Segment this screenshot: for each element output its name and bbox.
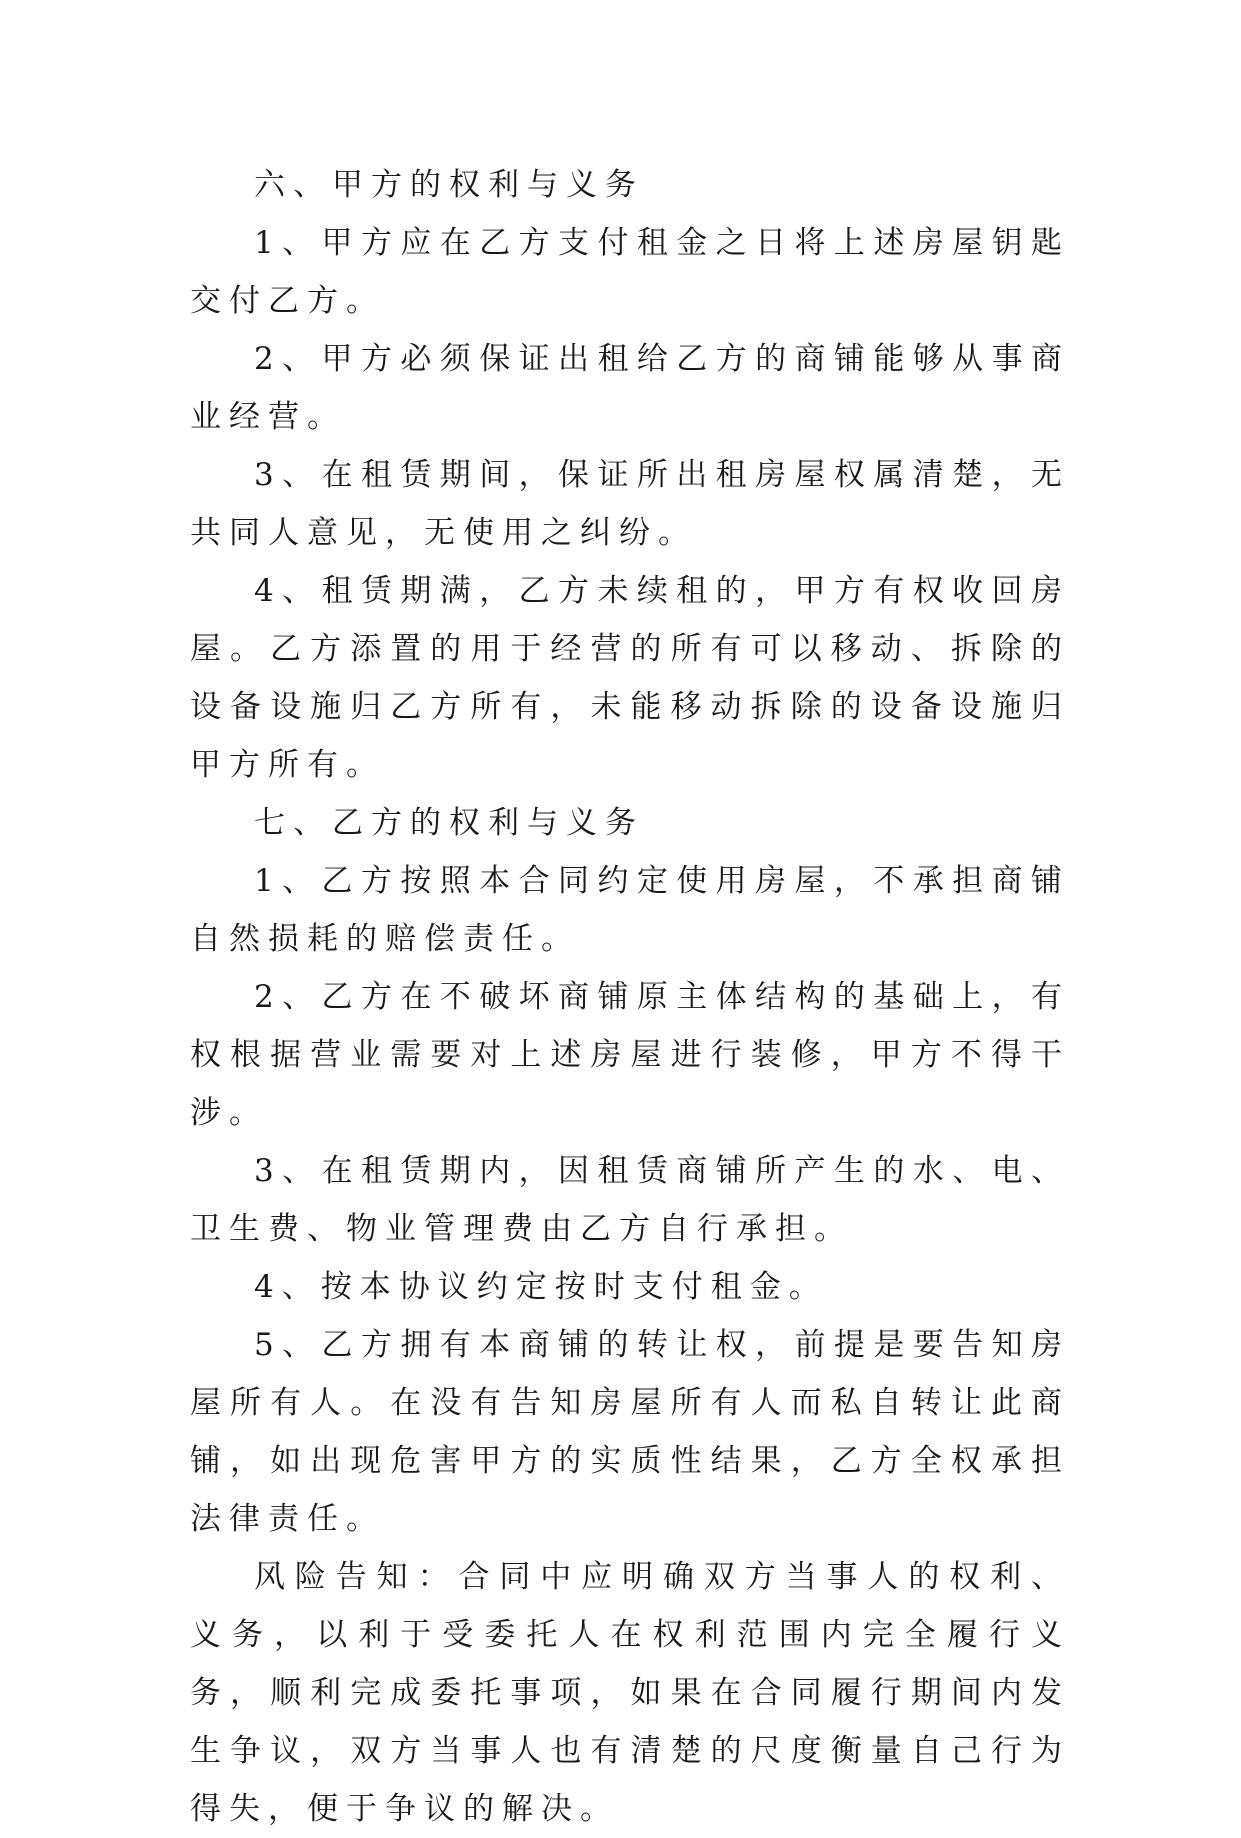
section-heading-party-b: 七、乙方的权利与义务: [254, 805, 644, 841]
clause-a-3: 3、在租赁期间，保证所出租房屋权属清楚，无共同人意见，无使用之纠纷。: [190, 457, 1070, 551]
clause-b-2: 2、乙方在不破坏商铺原主体结构的基础上，有权根据营业需要对上述房屋进行装修，甲方不得干涉。: [190, 979, 1070, 1131]
clause-a-1: 1、甲方应在乙方支付租金之日将上述房屋钥匙交付乙方。: [190, 225, 1070, 319]
clause-a-2: 2、甲方必须保证出租给乙方的商铺能够从事商业经营。: [190, 341, 1070, 435]
clause-b-4: 4、按本协议约定按时支付租金。: [254, 1269, 828, 1305]
clause-b-3: 3、在租赁期内，因租赁商铺所产生的水、电、卫生费、物业管理费由乙方自行承担。: [190, 1153, 1070, 1247]
clause-b-1: 1、乙方按照本合同约定使用房屋，不承担商铺自然损耗的赔偿责任。: [190, 863, 1070, 957]
clause-a-4: 4、租赁期满，乙方未续租的，甲方有权收回房屋。乙方添置的用于经营的所有可以移动、拆除的设备设施归乙方所有，未能移动拆除的设备设施归甲方所有。: [190, 573, 1070, 783]
risk-notice: 风险告知：合同中应明确双方当事人的权利、义务，以利于受委托人在权利范围内完全履行义务，顺利完成委托事项，如果在合同履行期间内发生争议，双方当事人也有清楚的尺度衡量自己行为得失，便于争议的解决。: [190, 1559, 1070, 1827]
document-body: [190, 156, 1070, 1838]
clause-b-5: 5、乙方拥有本商铺的转让权，前提是要告知房屋所有人。在没有告知房屋所有人而私自转让此商铺，如出现危害甲方的实质性结果，乙方全权承担法律责任。: [190, 1327, 1070, 1537]
section-heading-party-a: 六、甲方的权利与义务: [254, 167, 644, 203]
